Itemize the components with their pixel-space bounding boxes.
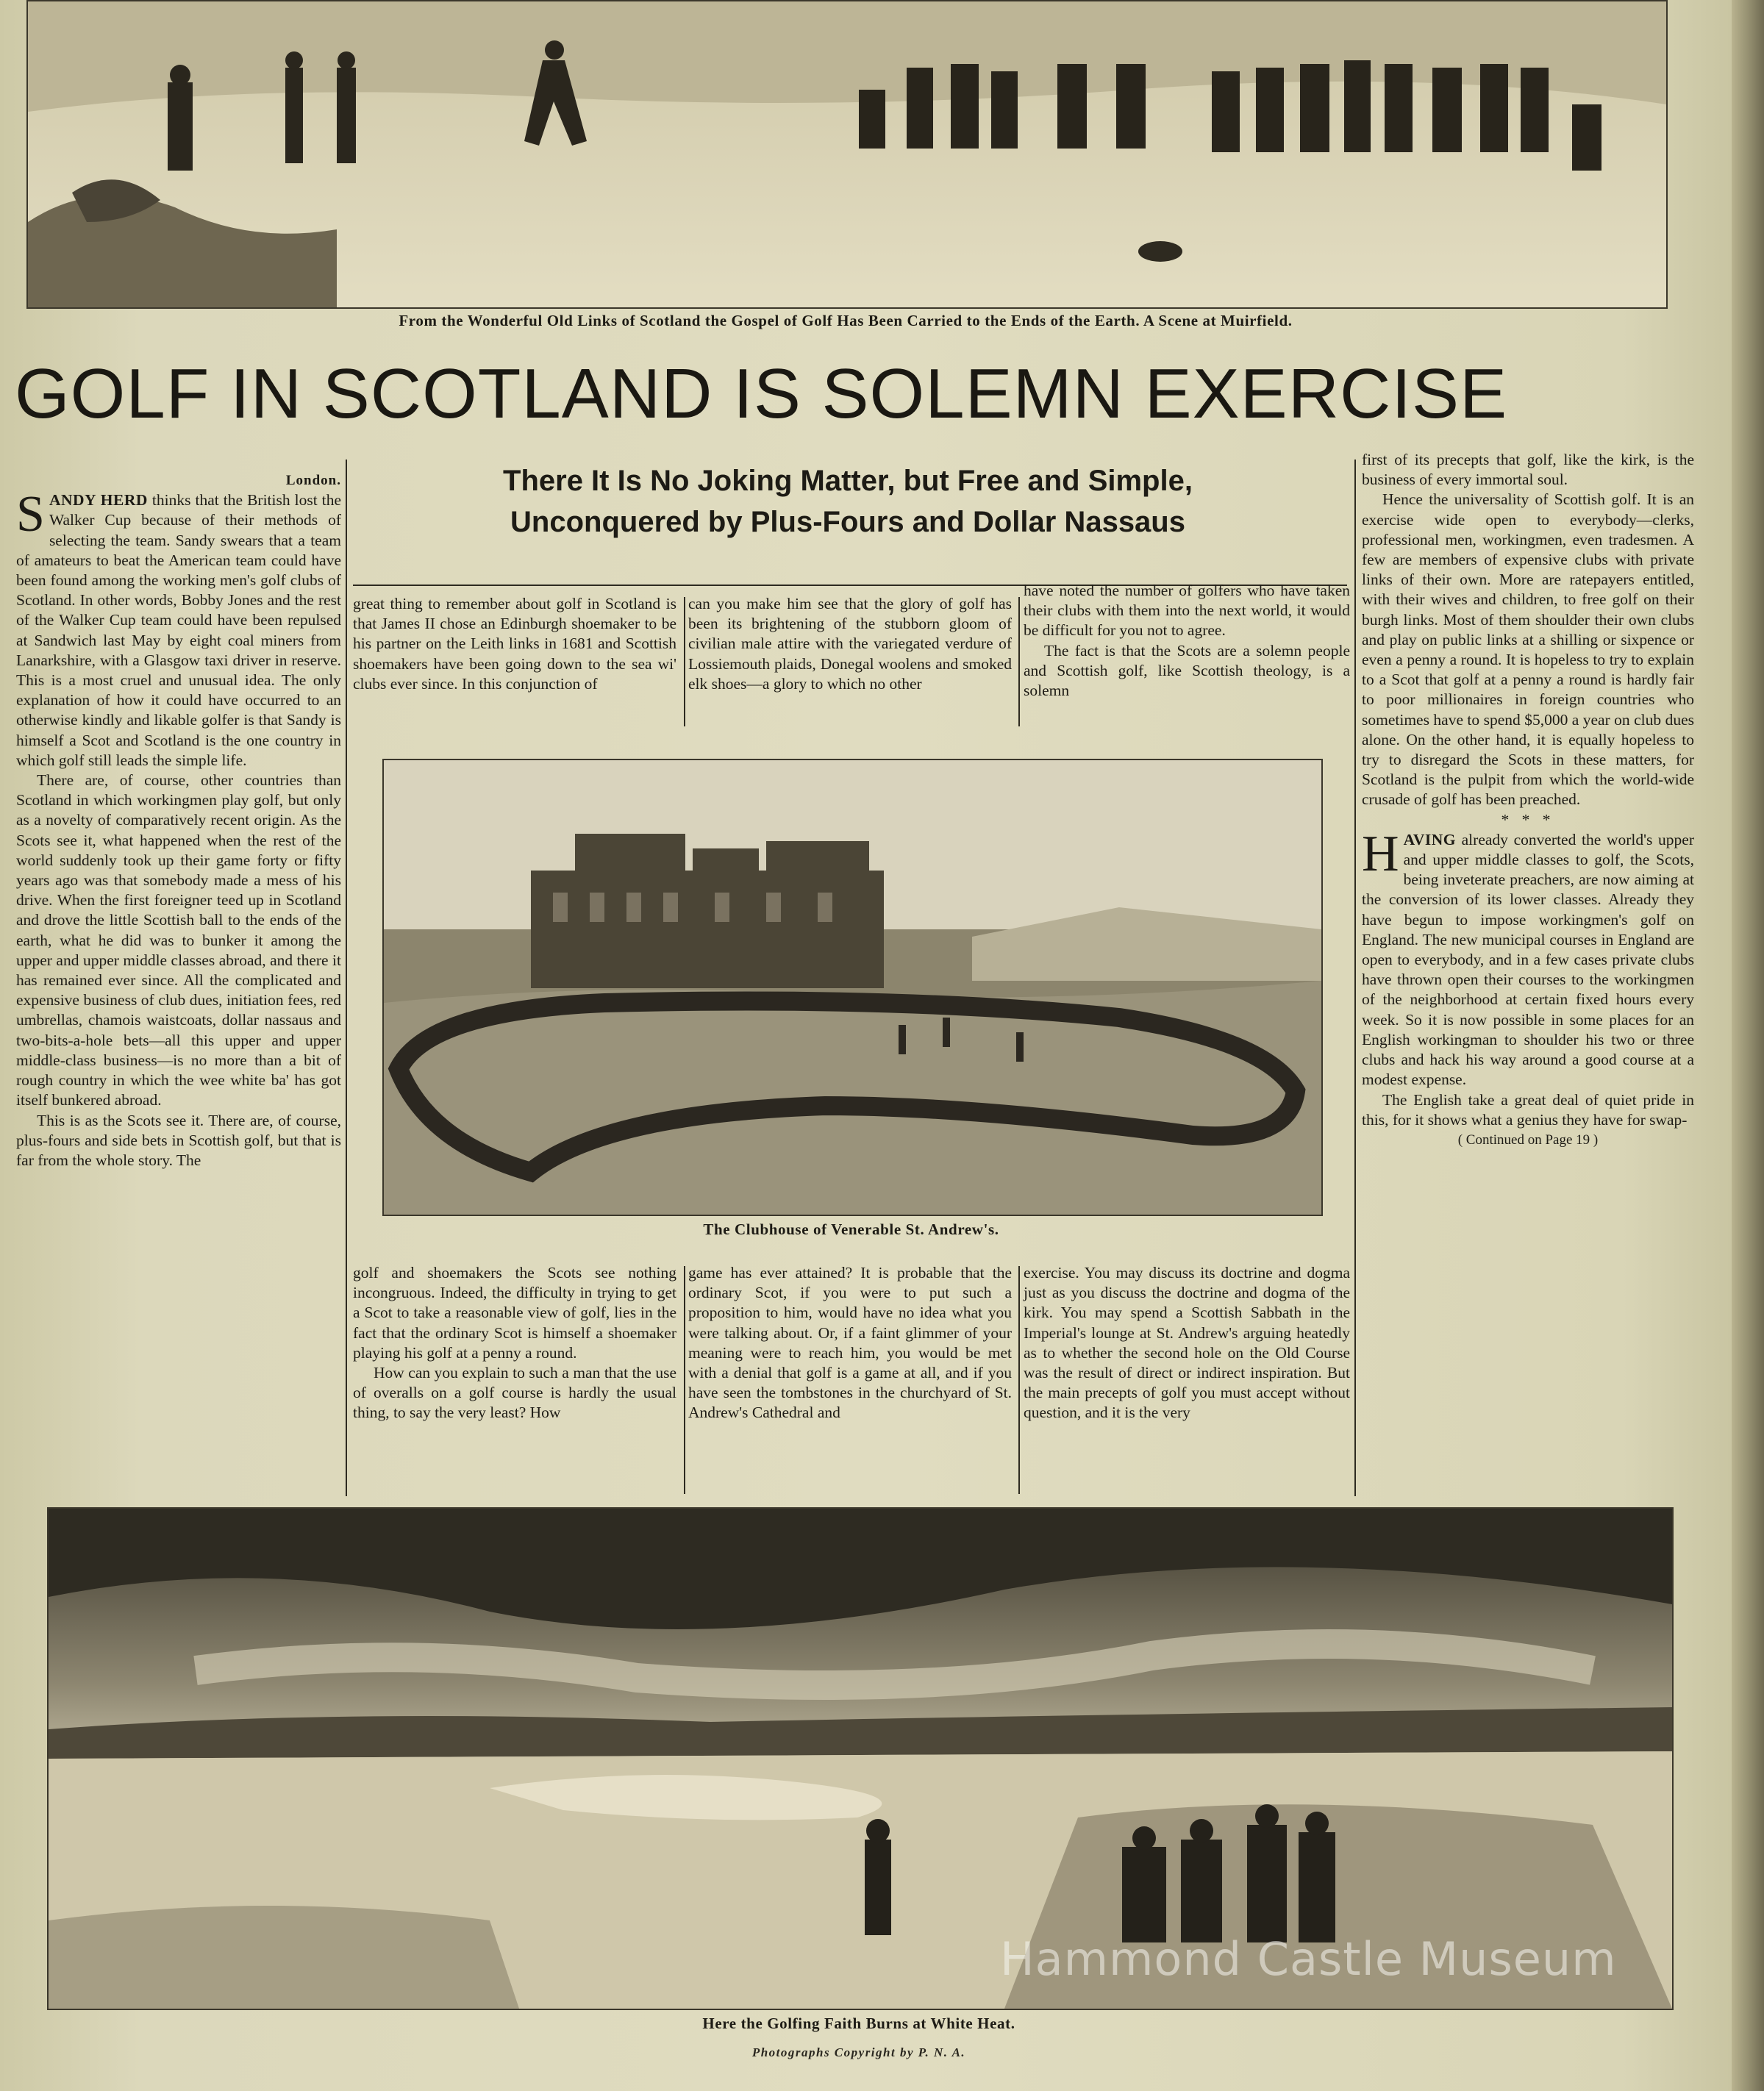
subhead-line-1: There It Is No Joking Matter, but Free and Simple, xyxy=(503,465,1193,497)
lead-text: thinks that the British lost the Walker Cup because of their methods of selecting the team. Sandy swears that a team of amateurs to beat the American team could have been found among the working men's golf clubs of Scotland. In other words, Bobby Jones and the rest of the Walker Cup team could have been repulsed at Sandwich last May by eight coal miners from Lanarkshire, with a Glasgow taxi driver in reserve. This is a most cruel and unusual idea. The only explanation of how it could have occurred to an otherwise kindly and likable golfer is that Sandy is himself a Scot and Scotland is the one country in which golf still leads the simple life. xyxy=(16,491,341,769)
dateline: London. xyxy=(285,473,341,488)
article-column-3-bottom xyxy=(688,1263,1012,1423)
column-rule xyxy=(684,597,685,726)
column-rule xyxy=(1354,460,1356,1496)
headline: GOLF IN SCOTLAND IS SOLEMN EXERCISE xyxy=(15,354,1508,433)
paragraph: The fact is that the Scots are a solemn people and Scottish golf, like Scottish theology, is a solemn xyxy=(1024,641,1350,700)
lead-word: AVING xyxy=(1403,830,1456,848)
column-rule xyxy=(346,460,347,1496)
clubhouse-photo xyxy=(382,759,1323,1216)
paragraph-text: already converted the world's upper and upper middle classes to golf, the Scots, being inveterate preachers, are now aiming at the conversion of its lower classes. Already they have begun to impose workingmen's golf on England. The new municipal courses in England are open to everybody, and in a few cases private clubs have thrown open their courses to the workingmen of the neighborhood at certain fixed hours every week. So it is now possible in some places for an English workingman to shoulder his two or three clubs and hack his way around a good course at a modest expense. xyxy=(1362,830,1694,1089)
article-column-3-top xyxy=(688,594,1012,694)
lead-name: ANDY HERD xyxy=(49,491,148,510)
paragraph: game has ever attained? It is probable that the ordinary Scot, if you were to put such a proposition to him, would have no idea what you were talking about. Or, if a faint glimmer of your meaning were to reach him, you would be met with a denial that golf is a game at all, and if you have seen the tombstones in the churchyard of St. Andrew's Cathedral and xyxy=(688,1264,1012,1422)
article-column-4-top xyxy=(1024,581,1350,701)
paragraph: golf and shoemakers the Scots see nothing incongruous. Indeed, the difficulty in trying to get a Scot to take a reasonable view of golf, lies in the fact that the ordinary Scot is himself a shoemaker playing his golf at a penny a round. xyxy=(353,1264,676,1362)
drop-cap: S xyxy=(16,486,45,543)
column-rule xyxy=(1018,1266,1020,1494)
article-column-2-top xyxy=(353,594,676,694)
clubhouse-caption: The Clubhouse of Venerable St. Andrew's. xyxy=(703,1220,999,1238)
subheadline xyxy=(344,460,1351,543)
paragraph: Hence the universality of Scottish golf. It is an exercise wide open to everybody—clerks, professional men, workingmen, even tradesmen. A few are members of expensive clubs with private links of their own. More are ratepayers entitled, with their wives and children, to free golf on their burgh links. Most of them shoulder their own clubs and play on public links at a shilling or sixpence or even a penny a round. It is hopeless to try to explain to a Scot that golf at a penny a round is hardly fair to poor millionaires in foreign countries who sometimes have to spend $5,000 a year on club dues alone. On the other hand, it is equally hopeless to try to disregard the Scots in these matters, for Scotland is the pulpit from which the world-wide crusade of golf has been preached. xyxy=(1362,490,1694,809)
paragraph: have noted the number of golfers who have taken their clubs with them into the next world, it would be difficult for you not to agree. xyxy=(1024,582,1350,640)
article-column-2-bottom xyxy=(353,1263,676,1423)
column-rule xyxy=(684,1266,685,1494)
paragraph: can you make him see that the glory of golf has been its brightening of the stubborn gloom of civilian male attire with the variegated verdure of Lossiemouth plaids, Donegal woolens and smoked elk shoes—a glory to which no other xyxy=(688,595,1012,693)
article-column-4-bottom xyxy=(1024,1263,1350,1423)
column-rule xyxy=(1018,597,1020,726)
paragraph: This is as the Scots see it. There are, of course, plus-fours and side bets in Scottish golf, but that is far from the whole story. The xyxy=(16,1111,341,1169)
section-break: * * * xyxy=(1501,810,1555,829)
photo-credit: Photographs Copyright by P. N. A. xyxy=(751,2045,966,2059)
continued-note: ( Continued on Page 19 ) xyxy=(1457,1132,1599,1148)
drop-cap: H xyxy=(1362,825,1399,882)
links-photo-caption: Here the Golfing Faith Burns at White Heat. xyxy=(702,2015,1015,2032)
page-fold-edge xyxy=(1732,0,1764,2091)
museum-watermark: Hammond Castle Museum xyxy=(1000,1932,1617,1986)
muirfield-photo xyxy=(26,0,1668,309)
paragraph: first of its precepts that golf, like the kirk, is the business of every immortal soul. xyxy=(1362,451,1694,489)
article-column-1 xyxy=(16,471,341,1170)
lead-paragraph xyxy=(16,486,341,771)
paragraph: There are, of course, other countries than Scotland in which workingmen play golf, but only as a novelty of comparatively recent origin. As the Scots see it, what happened when the rest of the world suddenly took up their game forty or fifty years ago was that somebody made a mess of his drive. When the first foreigner teed up in Scotland and drove the little Scottish ball to the ends of the earth, what he did was to bunker it among the upper and upper middle classes abroad, and there it has remained ever since. All the complicated and expensive business of club dues, initiation fees, red umbrellas, chamois waistcoats, dollar nassaus and two-bits-a-hole bets—all this upper and upper middle-class business—is no more than a bit of rough country in which the wee white ba' has got itself bunkered abroad. xyxy=(16,771,341,1109)
top-photo-caption: From the Wonderful Old Links of Scotland the Gospel of Golf Has Been Carried to the Ends of the Earth. A Scene at Muirfield. xyxy=(399,312,1293,329)
paragraph xyxy=(1362,825,1694,1090)
paragraph: The English take a great deal of quiet pride in this, for it shows what a genius they have for swap- xyxy=(1362,1090,1694,1129)
subhead-line-2: Unconquered by Plus-Fours and Dollar Nassaus xyxy=(510,506,1185,538)
paragraph: How can you explain to such a man that the use of overalls on a golf course is hardly the usual thing, to say the very least? How xyxy=(353,1364,676,1422)
paragraph: great thing to remember about golf in Scotland is that James II chose an Edinburgh shoemaker to be his partner on the Leith links in 1681 and Scottish shoemakers have been going down to the sea wi' clubs ever since. In this conjunction of xyxy=(353,595,676,693)
paragraph: exercise. You may discuss its doctrine and dogma just as you discuss the doctrine and dogma of the kirk. You may spend a Scottish Sabbath in the Imperial's lounge at St. Andrew's arguing heatedly as to whether the second hole on the Old Course was the result of direct or indirect inspiration. But the main precepts of golf you must accept without question, and it is the very xyxy=(1024,1264,1350,1422)
article-column-5 xyxy=(1362,450,1694,1150)
